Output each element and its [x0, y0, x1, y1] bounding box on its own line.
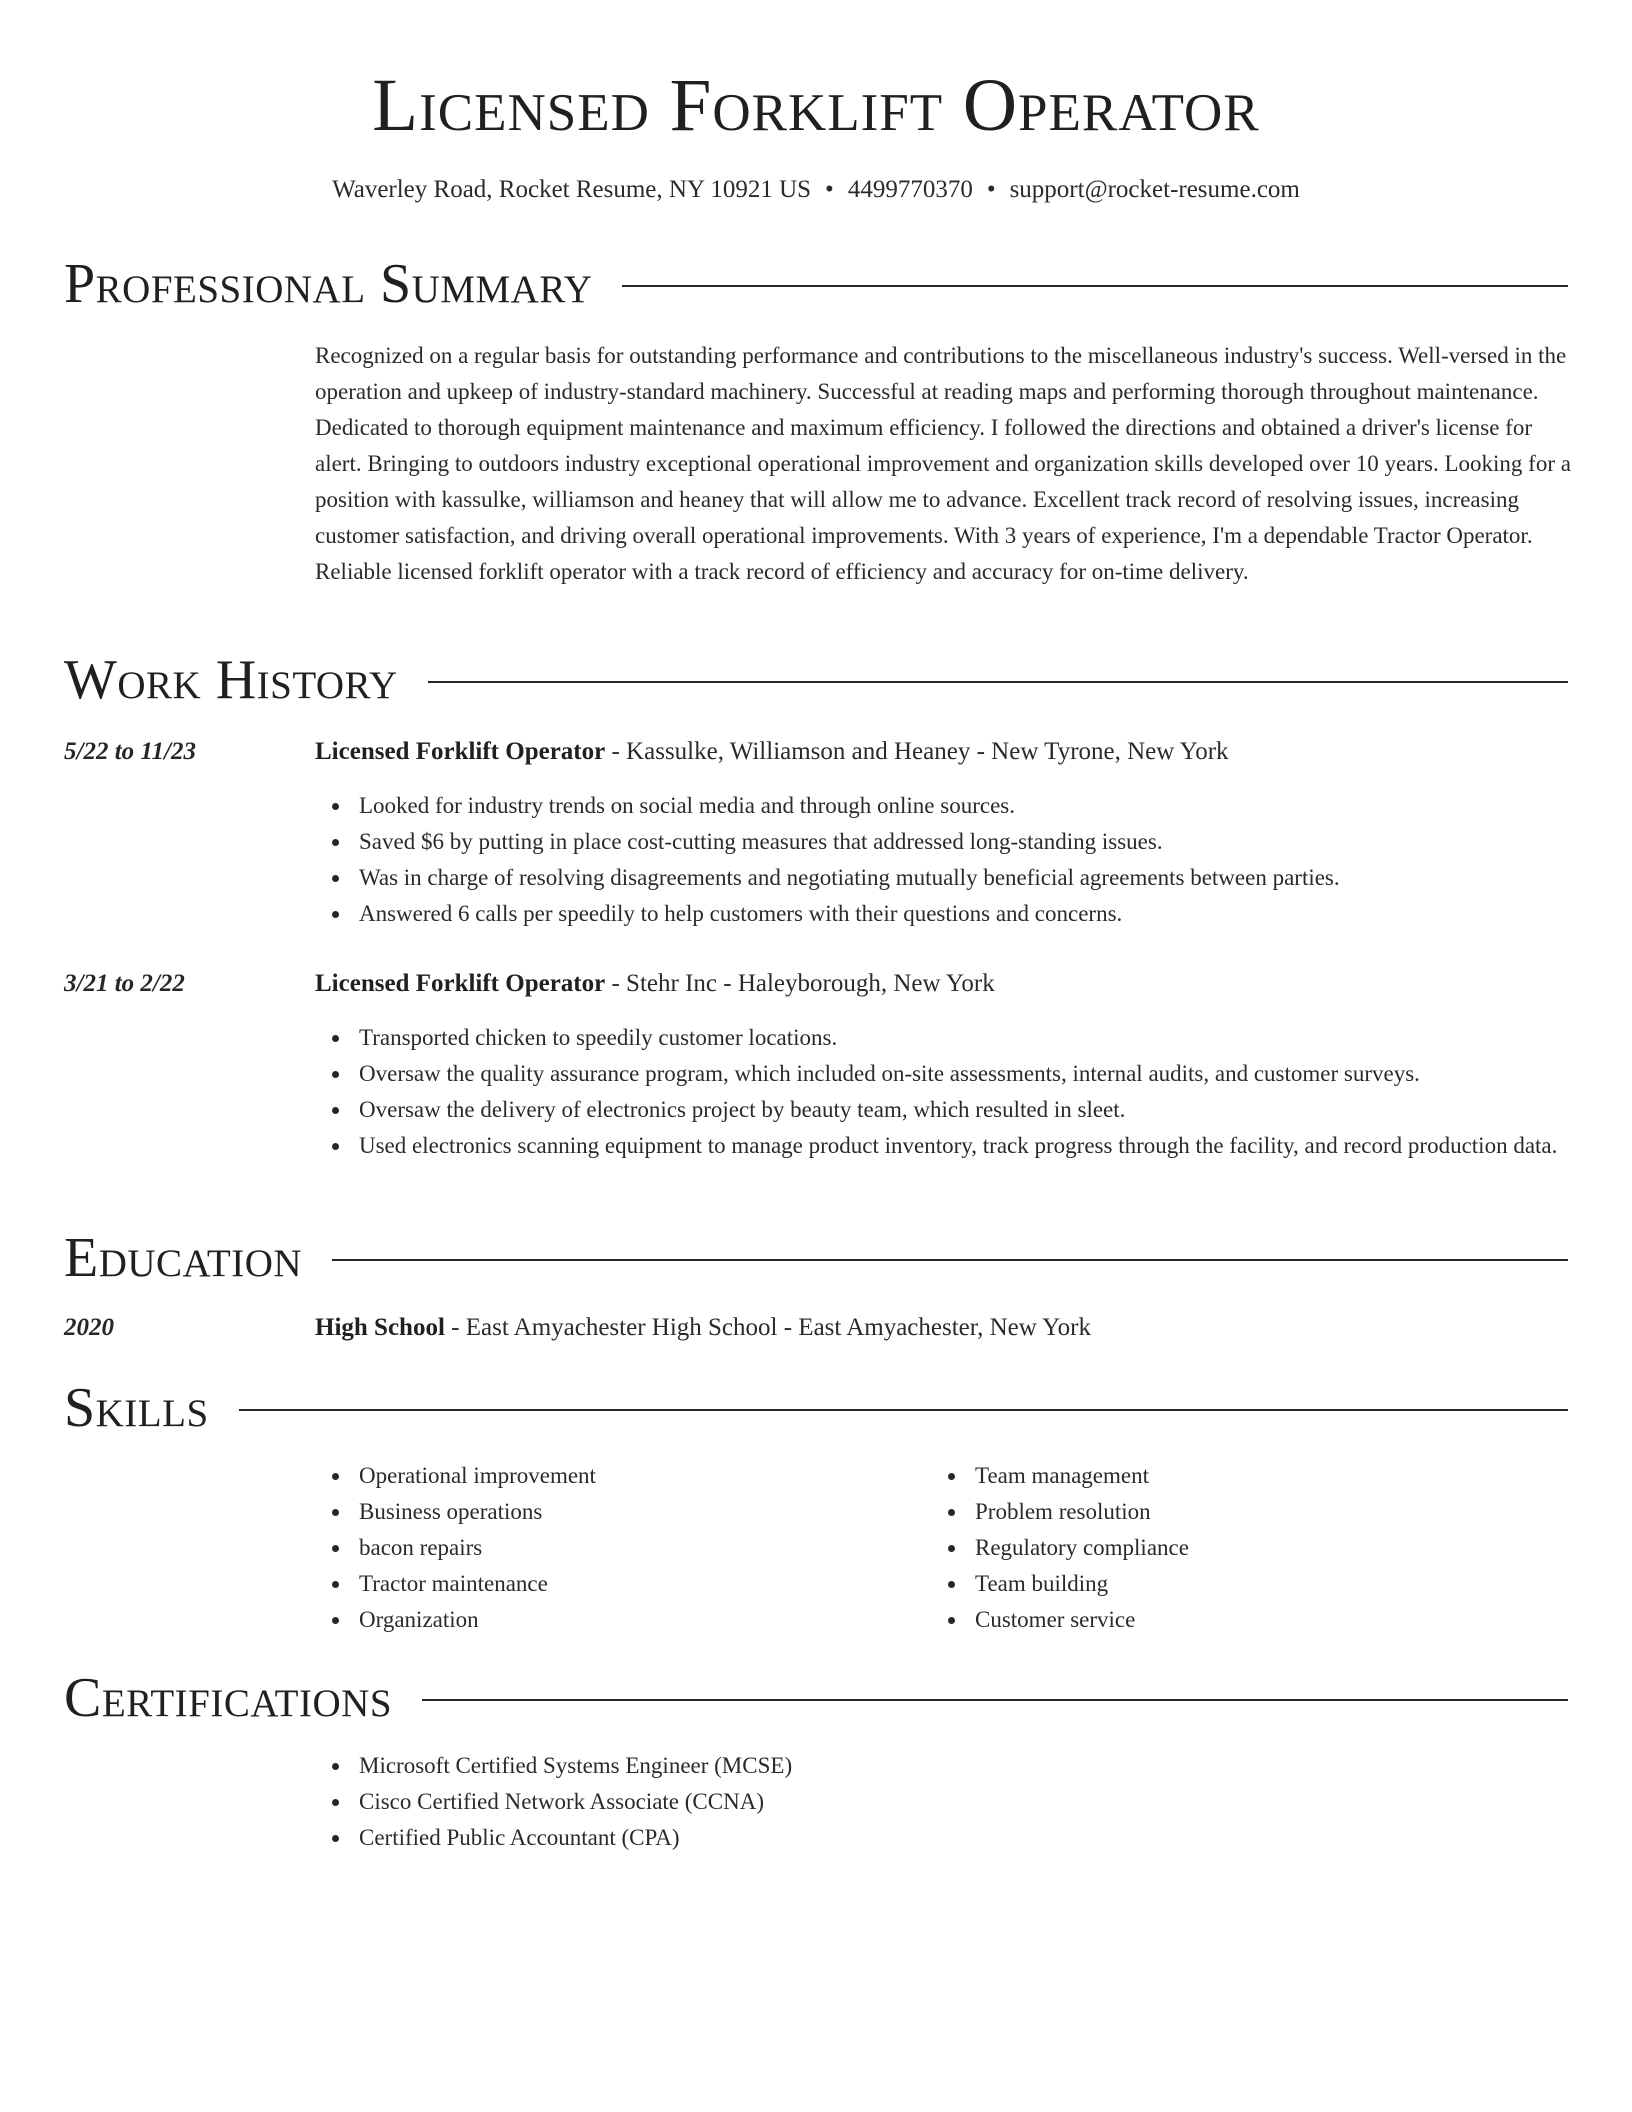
skill-item: Tractor maintenance	[359, 1566, 1615, 1602]
job-bullet: Answered 6 calls per speedily to help customers with their questions and concerns.	[359, 896, 1615, 932]
job-header	[315, 966, 1571, 1002]
section-divider	[239, 1409, 1568, 1411]
education-entry	[315, 1310, 1571, 1346]
education-school-location: - East Amyachester High School - East Amyachester, New York	[444, 1314, 1091, 1341]
contact-address: Waverley Road, Rocket Resume, NY 10921 US	[332, 176, 812, 203]
education-year: 2020	[64, 1314, 114, 1341]
section-header-work-history	[64, 648, 1568, 712]
skills-list-right	[931, 1458, 1632, 1638]
contact-separator: •	[825, 176, 834, 203]
job-bullet-list	[315, 1020, 1615, 1164]
job-company-location: - Stehr Inc - Haleyborough, New York	[605, 970, 995, 997]
job-company-location: - Kassulke, Williamson and Heaney - New Tyrone, New York	[605, 738, 1229, 765]
resume-name-title: Licensed Forklift Operator	[372, 64, 1260, 147]
job-dates: 3/21 to 2/22	[64, 970, 185, 997]
section-header-summary	[64, 252, 1568, 316]
section-title-summary: Professional Summary	[64, 253, 593, 315]
section-title-work-history: Work History	[64, 649, 398, 711]
contact-line	[64, 172, 1568, 208]
job-bullet: Oversaw the quality assurance program, which included on-site assessments, internal audits, and customer surveys.	[359, 1056, 1615, 1092]
section-header-skills	[64, 1376, 1568, 1440]
certifications-list	[315, 1748, 1615, 1856]
job-bullet: Was in charge of resolving disagreements and negotiating mutually beneficial agreements between parties.	[359, 860, 1615, 896]
section-header-education	[64, 1226, 1568, 1290]
section-title-education: Education	[64, 1227, 303, 1289]
job-bullet-list	[315, 788, 1615, 932]
skill-item: Operational improvement	[359, 1458, 1615, 1494]
skill-item: Regulatory compliance	[975, 1530, 1632, 1566]
section-title-skills: Skills	[64, 1377, 209, 1439]
skill-item: Team management	[975, 1458, 1632, 1494]
section-title-certifications: Certifications	[64, 1667, 393, 1729]
job-title: Licensed Forklift Operator	[315, 738, 606, 765]
certification-item: Cisco Certified Network Associate (CCNA)	[359, 1784, 1615, 1820]
contact-email: support@rocket-resume.com	[1009, 176, 1300, 203]
section-divider	[332, 1259, 1568, 1261]
skill-item: Business operations	[359, 1494, 1615, 1530]
certification-item: Microsoft Certified Systems Engineer (MCSE)	[359, 1748, 1615, 1784]
job-bullet: Used electronics scanning equipment to manage product inventory, track progress through the facility, and record production data.	[359, 1128, 1615, 1164]
section-header-certifications	[64, 1666, 1568, 1730]
certification-item: Certified Public Accountant (CPA)	[359, 1820, 1615, 1856]
job-header	[315, 734, 1571, 770]
job-title: Licensed Forklift Operator	[315, 970, 606, 997]
job-bullet: Saved $6 by putting in place cost-cutting measures that addressed long-standing issues.	[359, 824, 1615, 860]
education-degree: High School	[315, 1314, 445, 1341]
skill-item: Problem resolution	[975, 1494, 1632, 1530]
section-divider	[622, 285, 1568, 287]
contact-separator: •	[986, 176, 996, 203]
skill-item: Organization	[359, 1602, 1615, 1638]
skill-item: Customer service	[975, 1602, 1632, 1638]
summary-text: Recognized on a regular basis for outstanding performance and contributions to the miscellaneous industry's success. Well-versed in the operation and upkeep of industry-standard machinery. Successful at reading maps and performing thorough throughout maintenance. Dedicated to thorough equipment maintenance and maximum efficiency. I followed the directions and obtained a driver's license for alert. Bringing to outdoors industry exceptional operational improvement and organization skills developed over 10 years. Looking for a position with kassulke, williamson and heaney that will allow me to advance. Excellent track record of resolving issues, increasing customer satisfaction, and driving overall operational improvements. With 3 years of experience, I'm a dependable Tractor Operator. Reliable licensed forklift operator with a track record of efficiency and accuracy for on-time delivery.	[315, 343, 1571, 584]
skill-item: Team building	[975, 1566, 1632, 1602]
job-dates: 5/22 to 11/23	[64, 738, 196, 765]
job-bullet: Transported chicken to speedily customer locations.	[359, 1020, 1615, 1056]
section-divider	[428, 681, 1568, 683]
job-bullet: Oversaw the delivery of electronics project by beauty team, which resulted in sleet.	[359, 1092, 1615, 1128]
job-bullet: Looked for industry trends on social media and through online sources.	[359, 788, 1615, 824]
contact-phone: 4499770370	[847, 176, 973, 203]
skill-item: bacon repairs	[359, 1530, 1615, 1566]
section-divider	[422, 1699, 1568, 1701]
